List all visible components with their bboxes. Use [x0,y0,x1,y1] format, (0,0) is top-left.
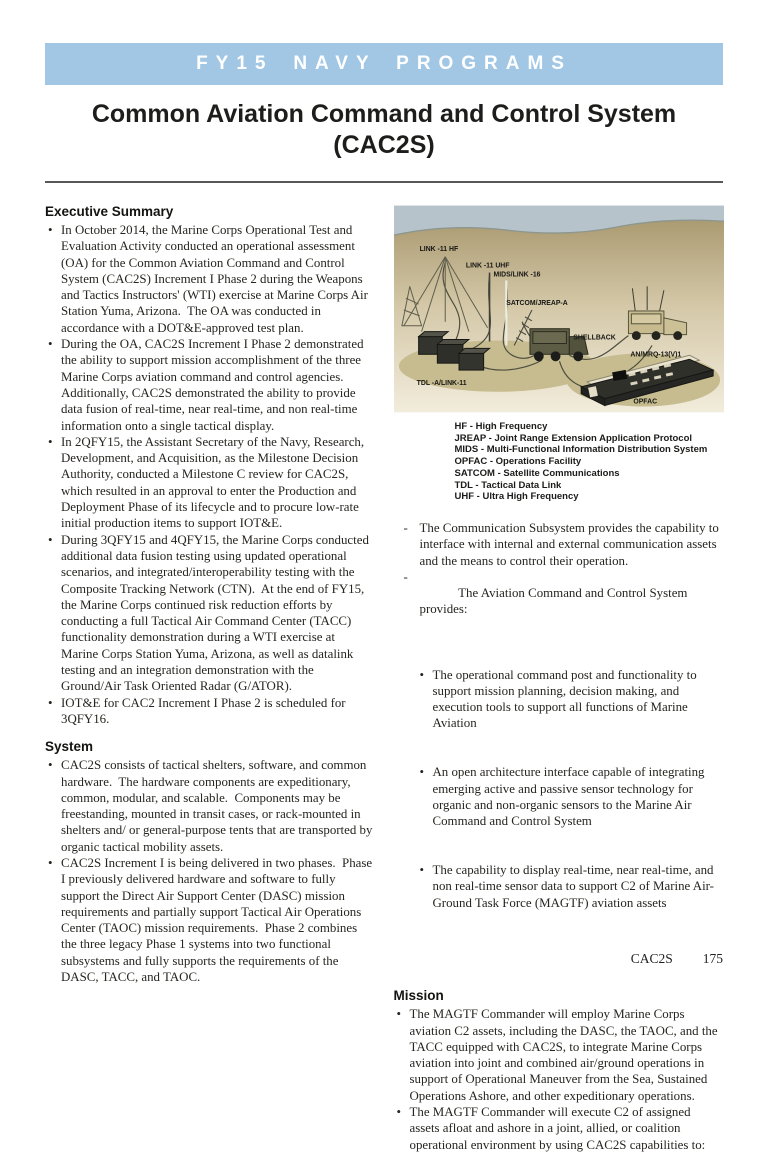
page-footer [45,951,723,967]
system-continued-list [394,520,724,976]
legend-line: TDL - Tactical Data Link [454,479,562,491]
list-item: • IOT&E for CAC2 Increment I Phase 2 is scheduled for 3QFY16. [45,695,375,728]
list-item: • CAC2S Increment I is being delivered in two phases. Phase I previously delivered hardware and software to fully support the Direct Air Support Center (DASC) mission requirements and partially support Tactical Air Operations Center (TAOC) mission requirements. Phase 2 combines the three legacy Phase 1 systems into two functional subsystems and fully supports the requirements of the DASC, TACC, and TAOC. [45,855,375,985]
list-item: • The capability to display real-time, near real-time, and non real-time sensor data to support C2 of Marine Air-Ground Task Force (MAGTF) aviation assets [420,862,724,911]
legend-line: HF - High Frequency [454,421,548,432]
page-title-line2: (CAC2S) [333,131,435,159]
label-shellback: SHELLBACK [572,334,616,342]
system-heading: System [45,739,94,755]
sub-bullet-list [420,634,724,944]
executive-summary-heading: Executive Summary [45,204,174,219]
title-divider [45,181,723,183]
system-diagram-graphic [394,204,724,414]
label-anmrq: AN/MRQ-13(V)1 [629,351,681,359]
two-column-body [45,204,723,1153]
list-item: - The Communication Subsystem provides the capability to interface with internal and external communication assets and the means to control their operation. [394,520,724,569]
legend-line: MIDS - Multi-Functional Information Distribution System [454,444,708,456]
section-banner [45,43,723,85]
list-item: • In 2QFY15, the Assistant Secretary of the Navy, Research, Development, and Acquisition, as the Milestone Decision Authority, conducted a Milestone C review for CAC2S, which resulted in an approval to enter the Production and Deployment Phase of its lifecycle and to procure low-rate initial production items to support IOT&E. [45,434,375,532]
mission-list [394,1006,724,1153]
system-diagram-figure [394,204,724,414]
executive-summary-list [45,222,375,727]
list-item: • During the OA, CAC2S Increment I Phase 2 demonstrated the ability to support mission accomplishment of the three Marine Corps aviation command and control agencies. Additionally, CAC2S demonstrated the ability to provide data fusion of real-time, near real-time, and non real-time information onto a single tactical display. [45,336,375,434]
mission-heading: Mission [393,988,444,1004]
label-midslink16: MIDS/LINK -16 [492,271,540,279]
figure-legend [455,421,724,503]
list-item: • During 3QFY15 and 4QFY15, the Marine Corps conducted additional data fusion testing using updated operational scenarios, and integrated/interoperability testing with the Composite Tracking Network (CTN). At the end of FY15, the Marine Corps continued risk reduction efforts by conducting a full Tactical Air Command Center (TACC) functionality demonstration during a WTI exercise at Marine Corps Station Yuma, Arizona, as well as datalink testing and an integration demonstration with the Ground/Air Task Oriented Radar (G/ATOR). [45,532,375,695]
label-opfac: OPFAC [632,398,657,406]
page-title-line1: Common Aviation Command and Control System [91,100,677,128]
legend-line: SATCOM - Satellite Communications [454,467,620,479]
left-column [45,204,375,1153]
list-item: • The MAGTF Commander will execute C2 of assigned assets afloat and ashore in a joint, allied, or coalition operational environment by using CAC2S capabilities to: [394,1104,724,1153]
footer-page-number: 175 [702,951,723,966]
legend-line: UHF - Ultra High Frequency [454,491,579,503]
label-link11uhf: LINK -11 UHF [465,262,509,270]
list-item [394,569,724,976]
banner-title: FY15 NAVY PROGRAMS [196,53,572,74]
list-item: • CAC2S consists of tactical shelters, software, and common hardware. The hardware components are expeditionary, common, modular, and scalable. Components may be freestanding, mounted in transit cases, or rack-mounted in shelters and/ or general-purpose tents that are transported by organic tactical mobility assets. [45,757,375,855]
list-item: • The MAGTF Commander will employ Marine Corps aviation C2 assets, including the DASC, the TAOC, and the TACC equipped with CAC2S, to integrate Marine Corps aviation into joint and combined air/ground operations in support of Operational Maneuver from the Sea, Sustained Operations Ashore, and other expeditionary operations. [394,1006,724,1104]
page-title [0,99,768,161]
list-item: • An open architecture interface capable of integrating emerging active and passive sensor technology for organic and non-organic sensors to the Marine Air Command and Control System [420,764,724,829]
list-item: • The operational command post and functionality to support mission planning, decision making, and execution tools to support all functions of Marine Aviation [420,667,724,732]
legend-line: OPFAC - Operations Facility [454,456,582,468]
list-item: • In October 2014, the Marine Corps Operational Test and Evaluation Activity conducted an operational assessment (OA) for the Common Aviation Command and Control System (CAC2S) Increment I Phase 2 during the Weapons and Tactics Instructors' (WTI) exercise at Marine Corps Air Station Yuma, Arizona. The OA was conducted in accordance with a DOT&E-approved test plan. [45,222,375,336]
legend-line: JREAP - Joint Range Extension Application Protocol [454,432,693,444]
label-satcom: SATCOM/JREAP-A [505,300,568,308]
label-link11hf: LINK -11 HF [419,245,458,253]
list-item-text: The Aviation Command and Control System provides: [419,586,691,617]
right-column [394,204,724,1153]
footer-program-name: CAC2S [630,951,673,966]
label-tdl: TDL -A/LINK-11 [416,379,467,387]
